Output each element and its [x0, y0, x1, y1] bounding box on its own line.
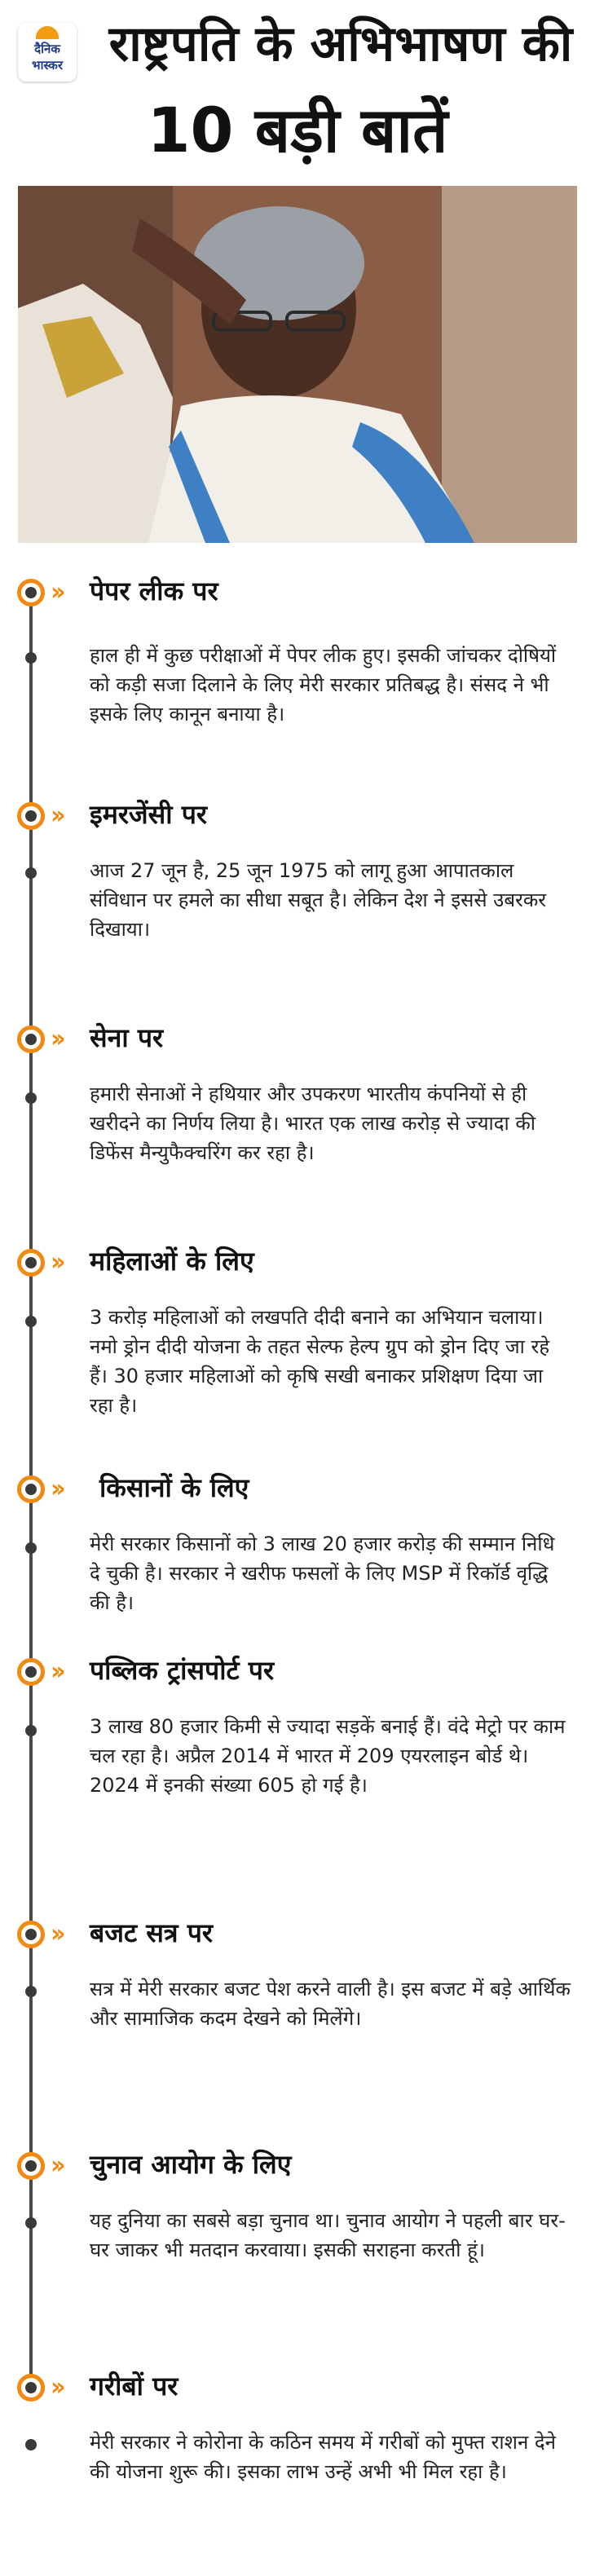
timeline-node-icon [17, 1921, 45, 1948]
section-body: सत्र में मेरी सरकार बजट पेश करने वाली है। इस बजट में बड़े आर्थिक और सामाजिक कदम देखने को मिलेंगे। [90, 1978, 571, 2030]
timeline-dot [25, 2439, 37, 2450]
section-title: किसानों के लिए [99, 1472, 249, 1503]
timeline-dot [25, 1316, 37, 1327]
timeline-node-icon [17, 1475, 45, 1503]
logo-text-line2: भास्कर [32, 58, 63, 73]
page-title-line1: राष्ट्रपति के अभिभाषण की [108, 15, 573, 73]
timeline-dot [25, 867, 37, 879]
section-body: 3 लाख 80 हजार किमी से ज्यादा सड़कें बनाई हैं। वंदे मेट्रो पर काम चल रहा है। अप्रैल 2014 में भारत में 209 एयरलाइन बोर्ड थे। 2024 में इनकी संख्या 605 हो गई है। [90, 1715, 566, 1797]
double-chevron-right-icon: ›› [51, 578, 61, 607]
logo-sun-icon [36, 26, 59, 39]
president-photo-illustration [18, 186, 577, 543]
section-body: हाल ही में कुछ परीक्षाओं में पेपर लीक हुए। इसकी जांचकर दोषियों को कड़ी सजा दिलाने के लिए मेरी सरकार प्रतिबद्ध है। संसद ने भी इसके लिए कानून बनाया है। [90, 644, 557, 726]
timeline-dot [25, 1725, 37, 1736]
section-title: चुनाव आयोग के लिए [90, 2149, 292, 2180]
section-title: महिलाओं के लिए [90, 1246, 254, 1277]
section-title: गरीबों पर [90, 2371, 178, 2402]
section-body: 3 करोड़ महिलाओं को लखपति दीदी बनाने का अभियान चलाया। नमो ड्रोन दीदी योजना के तहत सेल्फ हेल्प ग्रुप को ड्रोन दिए जा रहे हैं। 30 हजार महिलाओं को कृषि सखी बनाकर प्रशिक्षण दिया जा रहा है। [90, 1306, 550, 1417]
timeline-dot [25, 652, 37, 664]
header [0, 0, 595, 183]
timeline-node-icon [17, 579, 45, 607]
page-title-line2: 10 बड़ी बातें [147, 94, 448, 166]
double-chevron-right-icon: ›› [51, 801, 61, 830]
dainik-bhaskar-logo [18, 23, 77, 82]
double-chevron-right-icon: ›› [51, 1248, 61, 1277]
timeline-dot [25, 1542, 37, 1554]
timeline-node-icon [17, 802, 45, 830]
section-body: यह दुनिया का सबसे बड़ा चुनाव था। चुनाव आयोग ने पहली बार घर-घर जाकर भी मतदान करवाया। इसकी सराहना करती हूं। [90, 2209, 566, 2261]
section-title: पेपर लीक पर [90, 576, 218, 607]
section-title: पब्लिक ट्रांसपोर्ट पर [90, 1655, 275, 1686]
logo-text-line1: दैनिक [34, 42, 60, 56]
timeline-node-icon [17, 2374, 45, 2402]
double-chevron-right-icon: ›› [51, 2151, 61, 2180]
timeline-dot [25, 1092, 37, 1104]
section-body: हमारी सेनाओं ने हथियार और उपकरण भारतीय कंपनियों से ही खरीदने का निर्णय लिया है। भारत एक लाख करोड़ से ज्यादा की डिफेंस मैन्युफैक्चरिंग कर रहा है। [90, 1083, 536, 1164]
double-chevron-right-icon: ›› [51, 1475, 61, 1503]
timeline-node-icon [17, 2152, 45, 2180]
timeline-node-icon [17, 1026, 45, 1053]
double-chevron-right-icon: ›› [51, 1657, 61, 1686]
section-title: बजट सत्र पर [90, 1917, 213, 1948]
double-chevron-right-icon: ›› [51, 1025, 61, 1053]
double-chevron-right-icon: ›› [51, 2373, 61, 2402]
timeline-dot [25, 1986, 37, 1997]
timeline-node-icon [17, 1658, 45, 1686]
section-body: आज 27 जून है, 25 जून 1975 को लागू हुआ आपातकाल संविधान पर हमले का सीधा सबूत है। लेकिन देश ने इससे उबरकर दिखाया। [90, 859, 547, 941]
timeline-dot [25, 2217, 37, 2229]
timeline-node-icon [17, 1249, 45, 1277]
section-title: इमरजेंसी पर [90, 799, 208, 830]
double-chevron-right-icon: ›› [51, 1920, 61, 1948]
president-salute-photo [18, 186, 577, 543]
section-body: मेरी सरकार किसानों को 3 लाख 20 हजार करोड़ की सम्मान निधि दे चुकी है। सरकार ने खरीफ फसलों के लिए MSP में रिकॉर्ड वृद्धि की है। [90, 1533, 555, 1614]
section-body: मेरी सरकार ने कोरोना के कठिन समय में गरीबों को मुफ्त राशन देने की योजना शुरू की। इसका लाभ उन्हें अभी भी मिल रहा है। [90, 2431, 556, 2483]
section-title: सेना पर [90, 1022, 164, 1053]
